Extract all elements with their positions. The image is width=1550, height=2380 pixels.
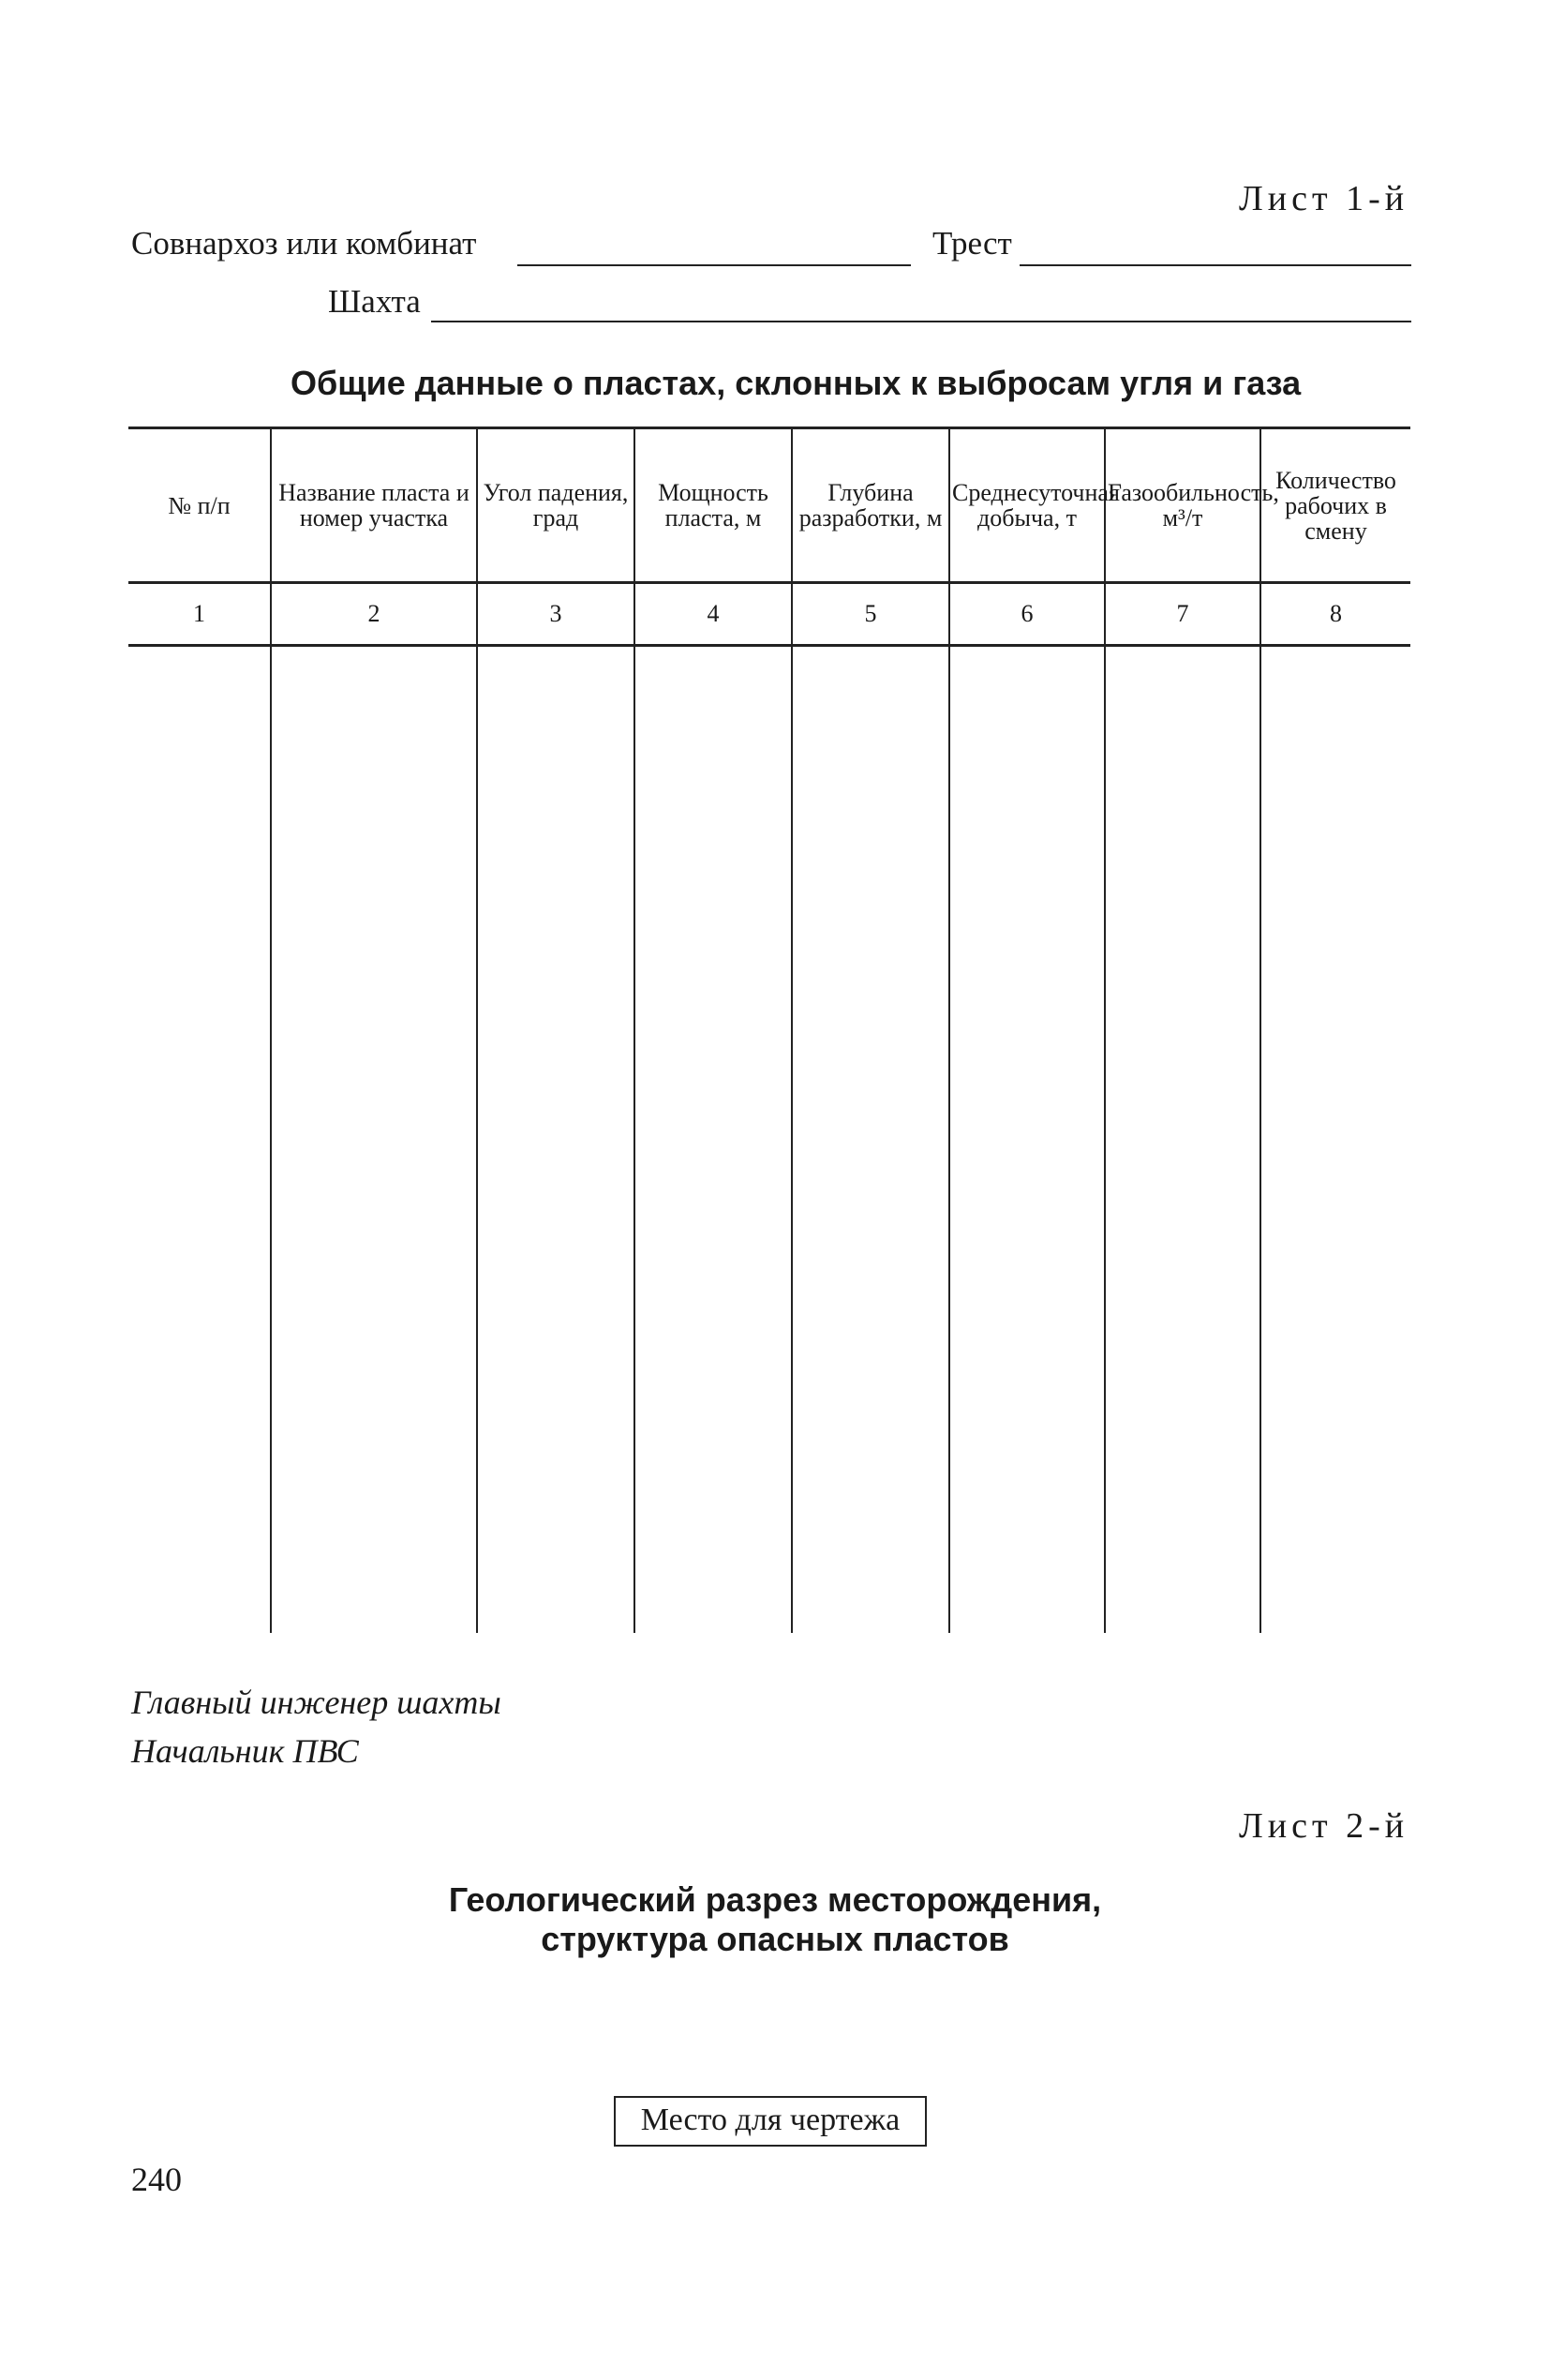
page-number: 240 xyxy=(131,2161,182,2198)
table-header-row xyxy=(128,428,1410,583)
sheet2-title-line2: структура опасных пластов xyxy=(541,1920,1009,1958)
col-header-workers: Количество рабочих в смену xyxy=(1260,428,1410,583)
column-number: 4 xyxy=(634,583,792,646)
blank-cell[interactable] xyxy=(477,646,634,1634)
trust-label: Трест xyxy=(932,225,1012,262)
pvs-head-signature: Начальник ПВС xyxy=(131,1732,359,1770)
mine-field[interactable] xyxy=(431,321,1411,322)
col-header-number: № п/п xyxy=(128,428,271,583)
column-number: 2 xyxy=(271,583,477,646)
column-number: 5 xyxy=(792,583,949,646)
col-header-dip-angle: Угол падения, град xyxy=(477,428,634,583)
blank-cell[interactable] xyxy=(1260,646,1410,1634)
blank-cell[interactable] xyxy=(792,646,949,1634)
col-header-thickness: Мощность пласта, м xyxy=(634,428,792,583)
col-header-gas-content: Газообильность, м³/т xyxy=(1105,428,1260,583)
seams-table xyxy=(128,427,1410,1633)
col-header-daily-output: Среднесуточная добыча, т xyxy=(949,428,1105,583)
col-header-seam-name: Название пласта и номер участка xyxy=(271,428,477,583)
sheet2-label: Лист 2-й xyxy=(1239,1806,1409,1846)
sheet1-title: Общие данные о пластах, склонных к выбросам угля и газа xyxy=(291,364,1302,402)
sheet2-title-line1: Геологический разрез месторождения, xyxy=(448,1880,1102,1919)
column-numbers-row xyxy=(128,583,1410,646)
trust-field[interactable] xyxy=(1020,264,1411,266)
col-header-depth: Глубина разработки, м xyxy=(792,428,949,583)
blank-cell[interactable] xyxy=(634,646,792,1634)
column-number: 7 xyxy=(1105,583,1260,646)
column-number: 1 xyxy=(128,583,271,646)
blank-cell[interactable] xyxy=(949,646,1105,1634)
table-blank-row xyxy=(128,646,1410,1634)
column-number: 8 xyxy=(1260,583,1410,646)
drawing-placeholder: Место для чертежа xyxy=(614,2096,927,2147)
blank-cell[interactable] xyxy=(271,646,477,1634)
sovnarkhoz-field[interactable] xyxy=(517,264,911,266)
sheet1-label: Лист 1-й xyxy=(1239,179,1409,218)
blank-cell[interactable] xyxy=(128,646,271,1634)
blank-cell[interactable] xyxy=(1105,646,1260,1634)
column-number: 3 xyxy=(477,583,634,646)
mine-label: Шахта xyxy=(328,283,421,320)
sovnarkhoz-label: Совнархоз или комбинат xyxy=(131,225,477,262)
column-number: 6 xyxy=(949,583,1105,646)
chief-engineer-signature: Главный инженер шахты xyxy=(131,1684,501,1721)
